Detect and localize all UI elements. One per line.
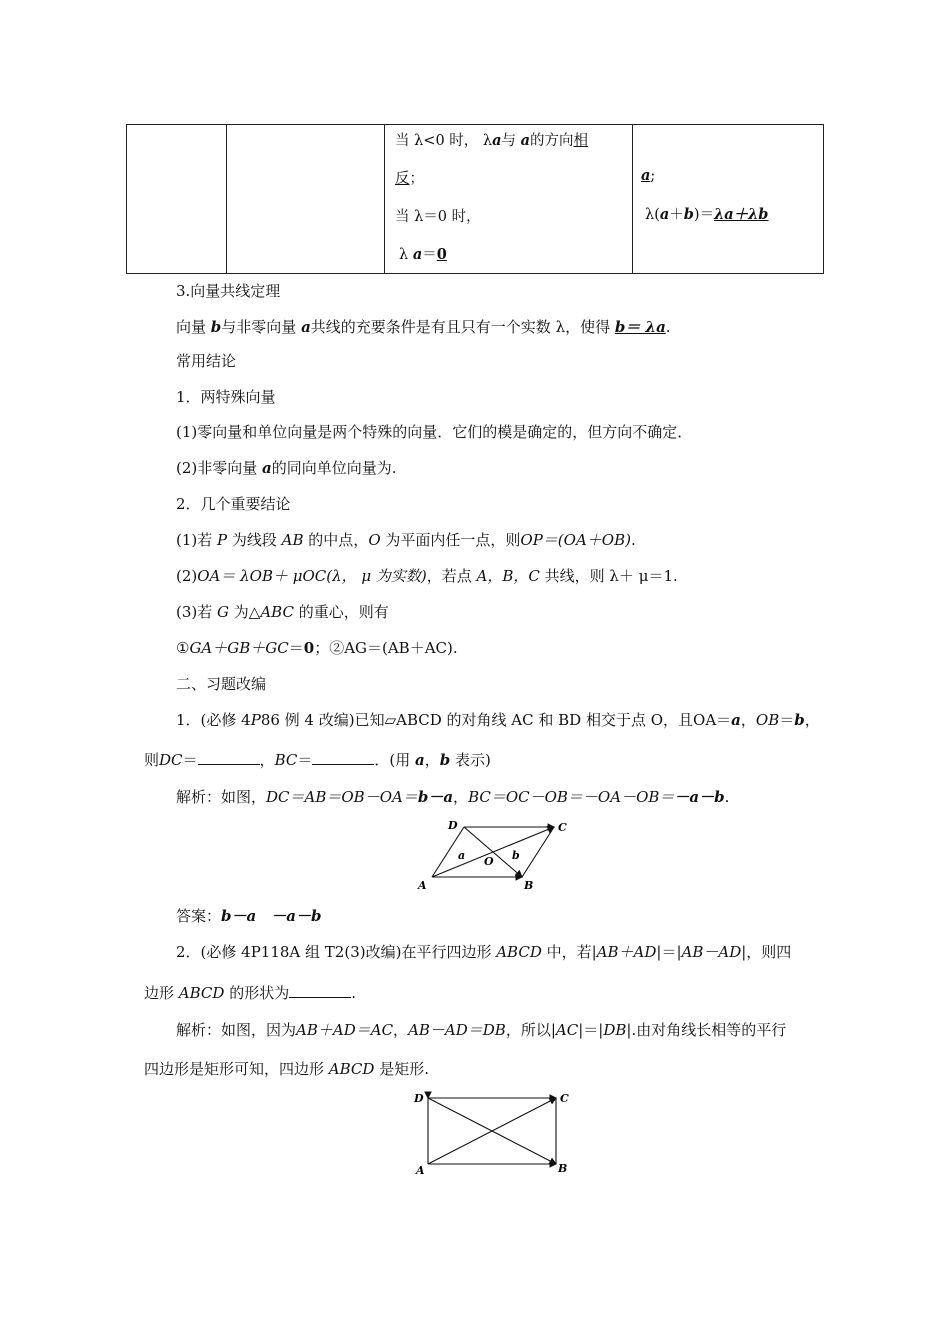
section-2-title: 二、习题改编	[176, 675, 267, 693]
conclusion-1-1: (1)零向量和单位向量是两个特殊的向量．它们的模是确定的，但方向不确定．	[176, 423, 693, 441]
question-1-solution: 解析：如图，DC＝AB＝OB－OA＝b－a，BC＝OC－OB＝－OA－OB＝－a－b.	[176, 788, 730, 806]
table-cell-2	[227, 125, 385, 274]
question-2-line-1: 2．(必修 4P118A 组 T2(3)改编)在平行四边形 ABCD 中，若|AB＋AD|＝|AB－AD|，则四	[176, 943, 792, 961]
label-A: A	[416, 1164, 425, 1177]
rectangle-figure	[410, 1088, 574, 1178]
conclusion-2-2: (2)OA＝ λOB＋ μOC(λ， μ 为实数)，若点 A，B，C 共线，则 λ＋ μ＝1.	[176, 567, 678, 585]
conclusion-1-2: (2)非零向量 a的同向单位向量为.	[176, 459, 397, 477]
conclusion-2-4: ①GA＋GB＋GC＝0；②AG＝(AB＋AC).	[176, 639, 458, 657]
question-2-solution-2: 四边形是矩形可知，四边形 ABCD 是矩形.	[144, 1060, 429, 1078]
edge-bc	[522, 827, 554, 877]
conclusion-2-1: (1)若 P 为线段 AB 的中点，O 为平面内任一点，则OP＝(OA＋OB).	[176, 531, 636, 549]
parallelogram-figure	[412, 815, 572, 895]
label-b: b	[512, 849, 520, 862]
cell3-line-2: 反；	[395, 171, 424, 187]
conclusion-2-title: 2．几个重要结论	[176, 495, 291, 513]
label-B: B	[524, 879, 534, 892]
conclusion-2-3: (3)若 G 为△ABC 的重心，则有	[176, 603, 389, 621]
cell4-line-2: λ(a＋b)＝λa＋λb	[645, 206, 769, 223]
label-C: C	[560, 1092, 569, 1105]
label-a: a	[458, 849, 466, 862]
answer-blank-3[interactable]	[289, 984, 351, 998]
section-3-title: 3.向量共线定理	[176, 282, 281, 300]
properties-table	[126, 124, 824, 274]
question-2-solution-1: 解析：如图，因为AB＋AD＝AC，AB－AD＝DB，所以|AC|＝|DB|.由对角线长相等的平行	[176, 1021, 787, 1039]
label-C: C	[558, 821, 567, 834]
conclusion-1-title: 1．两特殊向量	[176, 388, 276, 406]
label-D: D	[448, 819, 458, 832]
question-1-answer: 答案：b－a －a－b	[176, 907, 322, 925]
cell3-line-4: λ a＝0	[399, 246, 447, 263]
label-B: B	[558, 1162, 568, 1175]
table-cell-3	[385, 125, 633, 274]
common-conclusions-heading: 常用结论	[176, 352, 237, 370]
label-A: A	[418, 879, 427, 892]
label-D: D	[414, 1092, 424, 1105]
answer-blank-1[interactable]	[198, 751, 260, 765]
label-O: O	[484, 855, 494, 868]
question-1-line-1: 1．(必修 4P86 例 4 改编)已知▱ABCD 的对角线 AC 和 BD 相交于点 O，且OA＝a，OB＝b，	[176, 711, 820, 729]
collinear-theorem: 向量 b与非零向量 a共线的充要条件是有且只有一个实数 λ，使得 b＝ λa.	[176, 318, 671, 336]
cell3-line-1: 当 λ<0 时， λa与 a的方向相	[395, 132, 589, 149]
table-cell-1	[127, 125, 227, 274]
cell3-line-3: 当 λ＝0 时，	[395, 209, 481, 225]
answer-blank-2[interactable]	[312, 751, 374, 765]
question-1-line-2: 则DC＝ ，BC＝ ．(用 a，b 表示)	[144, 751, 491, 769]
table-cell-4	[633, 125, 824, 274]
cell4-line-1: a;	[641, 167, 656, 184]
question-2-line-2: 边形 ABCD 的形状为 .	[144, 984, 356, 1002]
